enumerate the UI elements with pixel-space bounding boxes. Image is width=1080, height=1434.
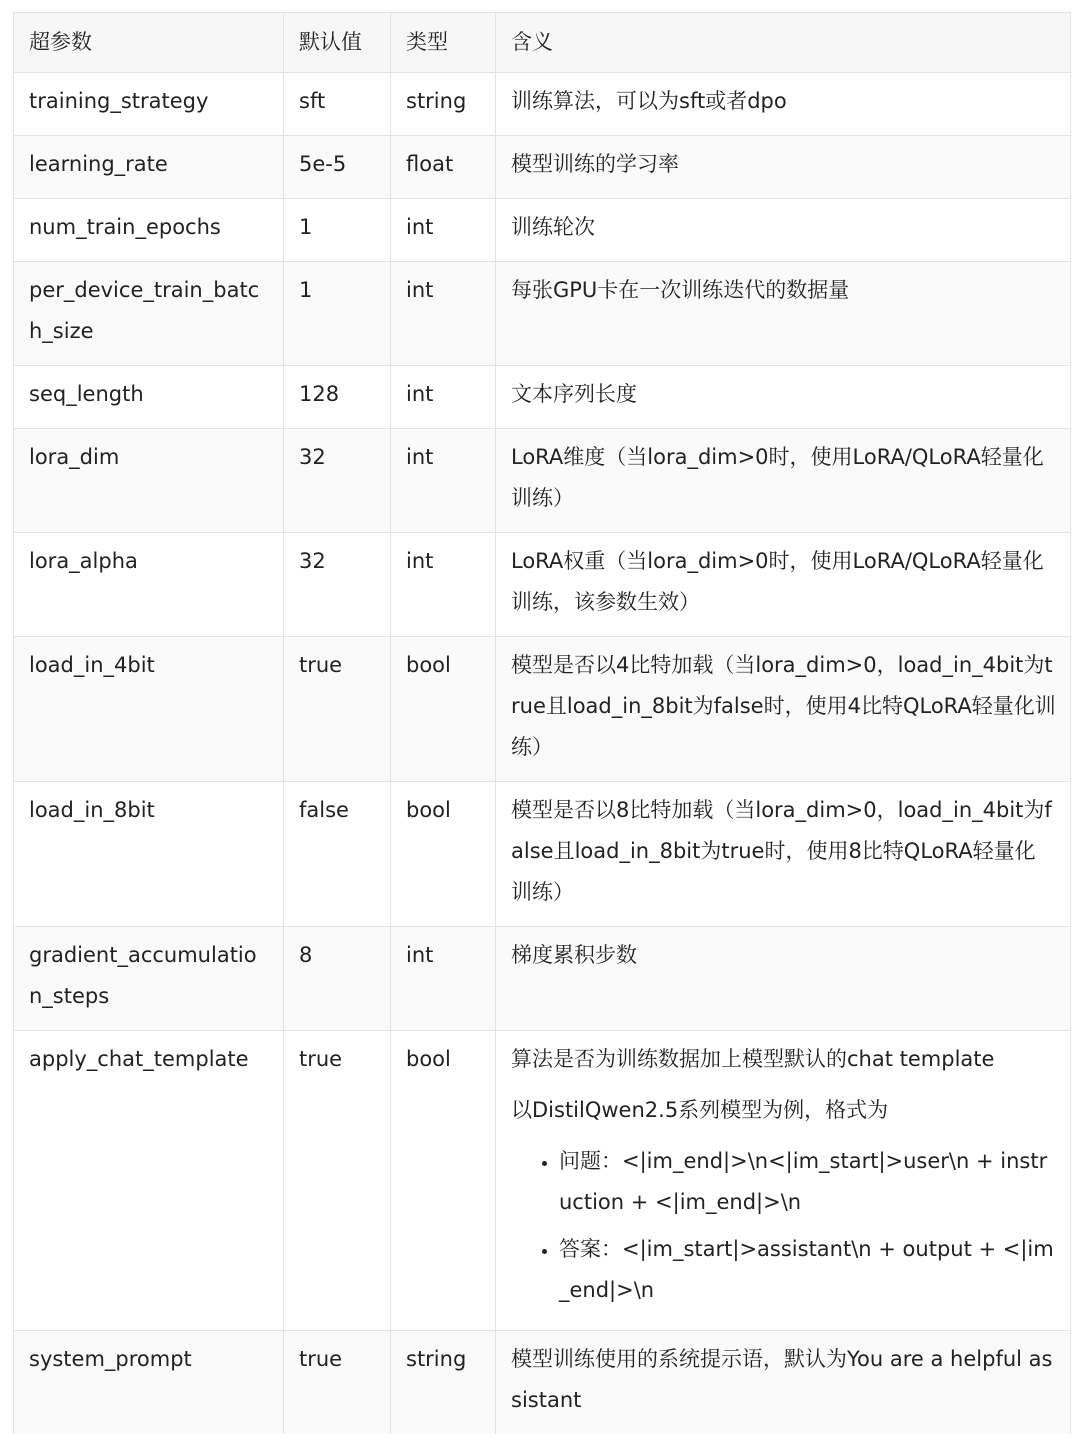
param-desc: LoRA权重（当lora_dim>0时，使用LoRA/QLoRA轻量化训练，该参数生效） [496,533,1071,637]
param-name: gradient_accumulation_steps [14,927,284,1031]
table-row [14,73,1071,136]
param-desc-format: 以DistilQwen2.5系列模型为例，格式为 [511,1090,1056,1131]
param-default: 8 [284,927,391,1031]
param-name: per_device_train_batch_size [14,262,284,366]
table-row [14,136,1071,199]
header-param: 超参数 [14,13,284,73]
table-row [14,782,1071,927]
param-desc: 每张GPU卡在一次训练迭代的数据量 [496,262,1071,366]
table-row [14,637,1071,782]
param-name: training_strategy [14,73,284,136]
param-default: true [284,1331,391,1434]
param-type: string [391,73,496,136]
param-default: 32 [284,533,391,637]
param-default: true [284,637,391,782]
list-item: • 问题：<|im_end|>\n<|im_start|>user\n + instruction + <|im_end|>\n [559,1141,1056,1223]
table-row [14,927,1071,1031]
param-type: int [391,429,496,533]
param-name: system_prompt [14,1331,284,1434]
param-type: int [391,533,496,637]
param-desc-block [496,1031,1071,1331]
param-default: 1 [284,199,391,262]
param-desc: 训练轮次 [496,199,1071,262]
table-row [14,262,1071,366]
list-item: • 答案：<|im_start|>assistant\n + output + <|im_end|>\n [559,1229,1056,1311]
param-type: int [391,927,496,1031]
table-row [14,366,1071,429]
param-name: lora_alpha [14,533,284,637]
param-default: true [284,1031,391,1331]
param-type: float [391,136,496,199]
param-type: int [391,366,496,429]
param-type: bool [391,782,496,927]
table-row [14,429,1071,533]
param-default: sft [284,73,391,136]
param-desc: 模型训练使用的系统提示语，默认为You are a helpful assistant [496,1331,1071,1434]
param-name: num_train_epochs [14,199,284,262]
param-desc: 模型是否以4比特加载（当lora_dim>0，load_in_4bit为true且load_in_8bit为false时，使用4比特QLoRA轻量化训练） [496,637,1071,782]
param-name: learning_rate [14,136,284,199]
param-type: int [391,199,496,262]
param-name: load_in_8bit [14,782,284,927]
table-row [14,199,1071,262]
param-default: 1 [284,262,391,366]
header-row [14,13,1071,73]
param-name: seq_length [14,366,284,429]
param-type: bool [391,637,496,782]
param-desc: LoRA维度（当lora_dim>0时，使用LoRA/QLoRA轻量化训练） [496,429,1071,533]
param-desc: 文本序列长度 [496,366,1071,429]
table-row [14,1031,1071,1331]
header-default: 默认值 [284,13,391,73]
table-row [14,533,1071,637]
param-type: int [391,262,496,366]
param-desc: 模型训练的学习率 [496,136,1071,199]
param-name: apply_chat_template [14,1031,284,1331]
param-desc: 训练算法，可以为sft或者dpo [496,73,1071,136]
table-row [14,1331,1071,1434]
header-type: 类型 [391,13,496,73]
param-desc: 模型是否以8比特加载（当lora_dim>0，load_in_4bit为false且load_in_8bit为true时，使用8比特QLoRA轻量化训练） [496,782,1071,927]
hyperparameter-table [13,12,1071,1434]
format-list [511,1141,1056,1311]
param-desc: 梯度累积步数 [496,927,1071,1031]
param-name: load_in_4bit [14,637,284,782]
param-type: bool [391,1031,496,1331]
param-default: 128 [284,366,391,429]
header-meaning: 含义 [496,13,1071,73]
param-default: 32 [284,429,391,533]
param-type: string [391,1331,496,1434]
param-desc: 算法是否为训练数据加上模型默认的chat template [511,1039,1056,1080]
param-default: 5e-5 [284,136,391,199]
param-name: lora_dim [14,429,284,533]
param-default: false [284,782,391,927]
